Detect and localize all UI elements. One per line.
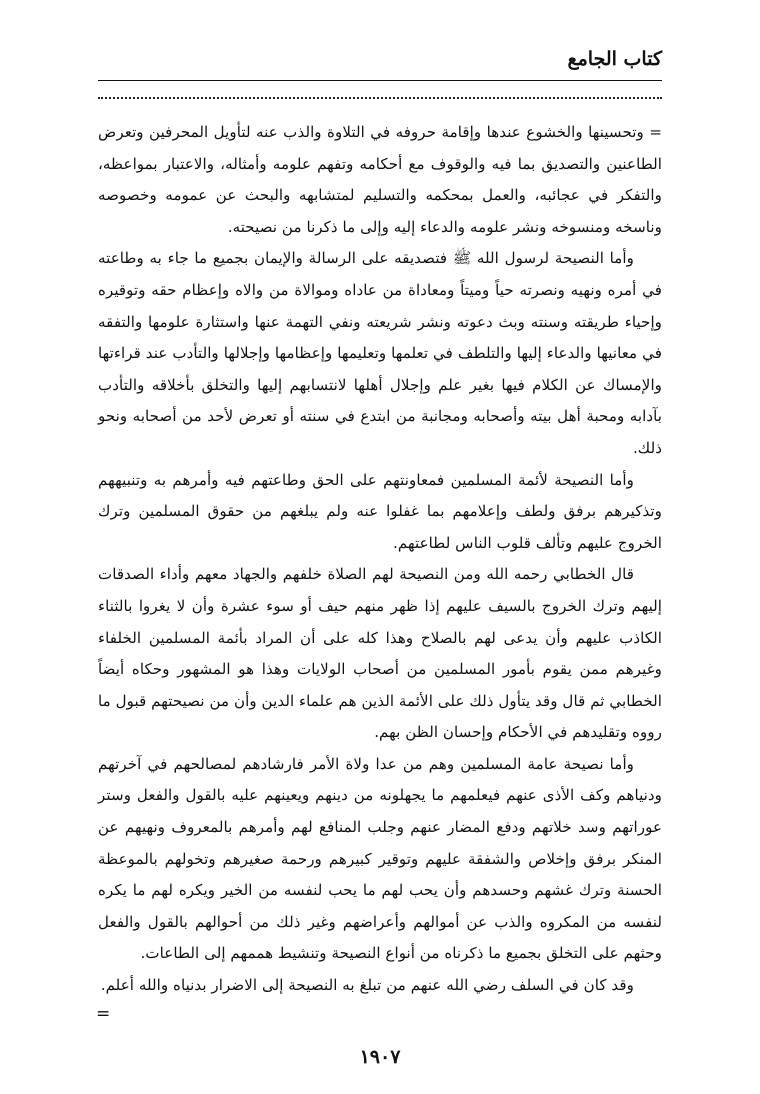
page-number: ١٩٠٧ (359, 1046, 401, 1068)
paragraph-common-muslims-advice: وأما نصيحة عامة المسلمين وهم من عدا ولاة الأمر فارشادهم لمصالحهم في آخرتهم ودنياهم وكف الأذى عنهم فيعلمهم ما يجهلونه من دينهم ويعينهم عليه بالقول والفعل وستر عوراتهم وسد خلاتهم ودفع المضار عنهم وجلب المنافع لهم وأمرهم بالمعروف ونهيهم عن المنكر برفق وإخلاص والشفقة عليهم وتوقير كبيرهم ورحمة صغيرهم وتخولهم بالموعظة الحسنة وترك غشهم وحسدهم وأن يحب لهم ما يحب لنفسه من الخير ويكره لهم ما يكره لنفسه من المكروه والذب عن أموالهم وأعراضهم وغير ذلك من أحوالهم بالقول والفعل وحثهم على التخلق بجميع ما ذكرناه من أنواع النصيحة وتنشيط هممهم إلى الطاعات. (98, 754, 662, 963)
running-head-title: كتاب الجامع (567, 48, 662, 70)
paragraph-quran-advice: = وتحسينها والخشوع عندها وإقامة حروفه في التلاوة والذب عنه لتأويل المحرفين وتعرض الطاعنين والتصديق بما فيه والوقوف مع أحكامه وتفهم علومه وأمثاله، والاعتبار بمواعظه، والتفكر في عجائبه، والعمل بمحكمه والتسليم لمتشابهه والبحث عن عمومه وخصوصه وناسخه ومنسوخه ونشر علومه والدعاء إليه وإلى ما ذكرنا من نصيحته. (98, 123, 662, 236)
paragraph-salaf-note: وقد كان في السلف رضي الله عنهم من تبلغ به النصيحة إلى الاضرار بدنياه والله أعلم. (100, 976, 634, 995)
paragraph-prophet-advice: وأما النصيحة لرسول الله ﷺ فتصديقه على الرسالة والإيمان بجميع ما جاء به وطاعته في أمره ونهيه ونصرته حياً وميتاً ومعاداة من عاداه وموالاة من والاه وإعظام حقه وتوقيره وإحياء طريقته وسنته وبث دعوته ونشر شريعته ونفي التهمة عنها واستثارة علومها والتفقه في معانيها والدعاء إليها والتلطف في تعلمها وتعليمها وإعظامها وإجلالها والتأدب عند قراءتها والإمساك عن الكلام فيها بغير علم وإجلال أهلها لانتسابهم إليها والتخلق بأخلاقه والتأدب بآدابه ومحبة أهل بيته وأصحابه ومجانبة من ابتدع في سنته أو تعرض لأحد من أصحابه ونحو ذلك. (98, 249, 662, 457)
paragraph-imams-advice: وأما النصيحة لأئمة المسلمين فمعاونتهم على الحق وطاعتهم فيه وأمرهم به وتنبيههم وتذكيرهم برفق ولطف وإعلامهم بما غفلوا عنه ولم يبلغهم من حقوق المسلمين وترك الخروج عليهم وتألف قلوب الناس لطاعتهم. (98, 470, 662, 552)
header-rule-dotted (98, 97, 662, 99)
header-rule-solid (98, 80, 662, 81)
continuation-marker: = (96, 1004, 111, 1024)
body-text (98, 117, 662, 1002)
paragraph-khattabi-quote: قال الخطابي رحمه الله ومن النصيحة لهم الصلاة خلفهم والجهاد معهم وأداء الصدقات إليهم وترك الخروج بالسيف عليهم إذا ظهر منهم حيف أو سوء عشرة وأن لا يغروا بالثناء الكاذب عليهم وأن يدعى لهم بالصلاح وهذا كله على أن المراد بأئمة المسلمين الخلفاء وغيرهم ممن يقوم بأمور المسلمين من أصحاب الولايات وهذا هو المشهور وحكاه أيضاً الخطابي ثم قال وقد يتأول ذلك على الأئمة الذين هم علماء الدين وأن من نصيحتهم قبول ما رووه وتقليدهم في الأحكام وإحسان الظن بهم. (98, 565, 662, 742)
